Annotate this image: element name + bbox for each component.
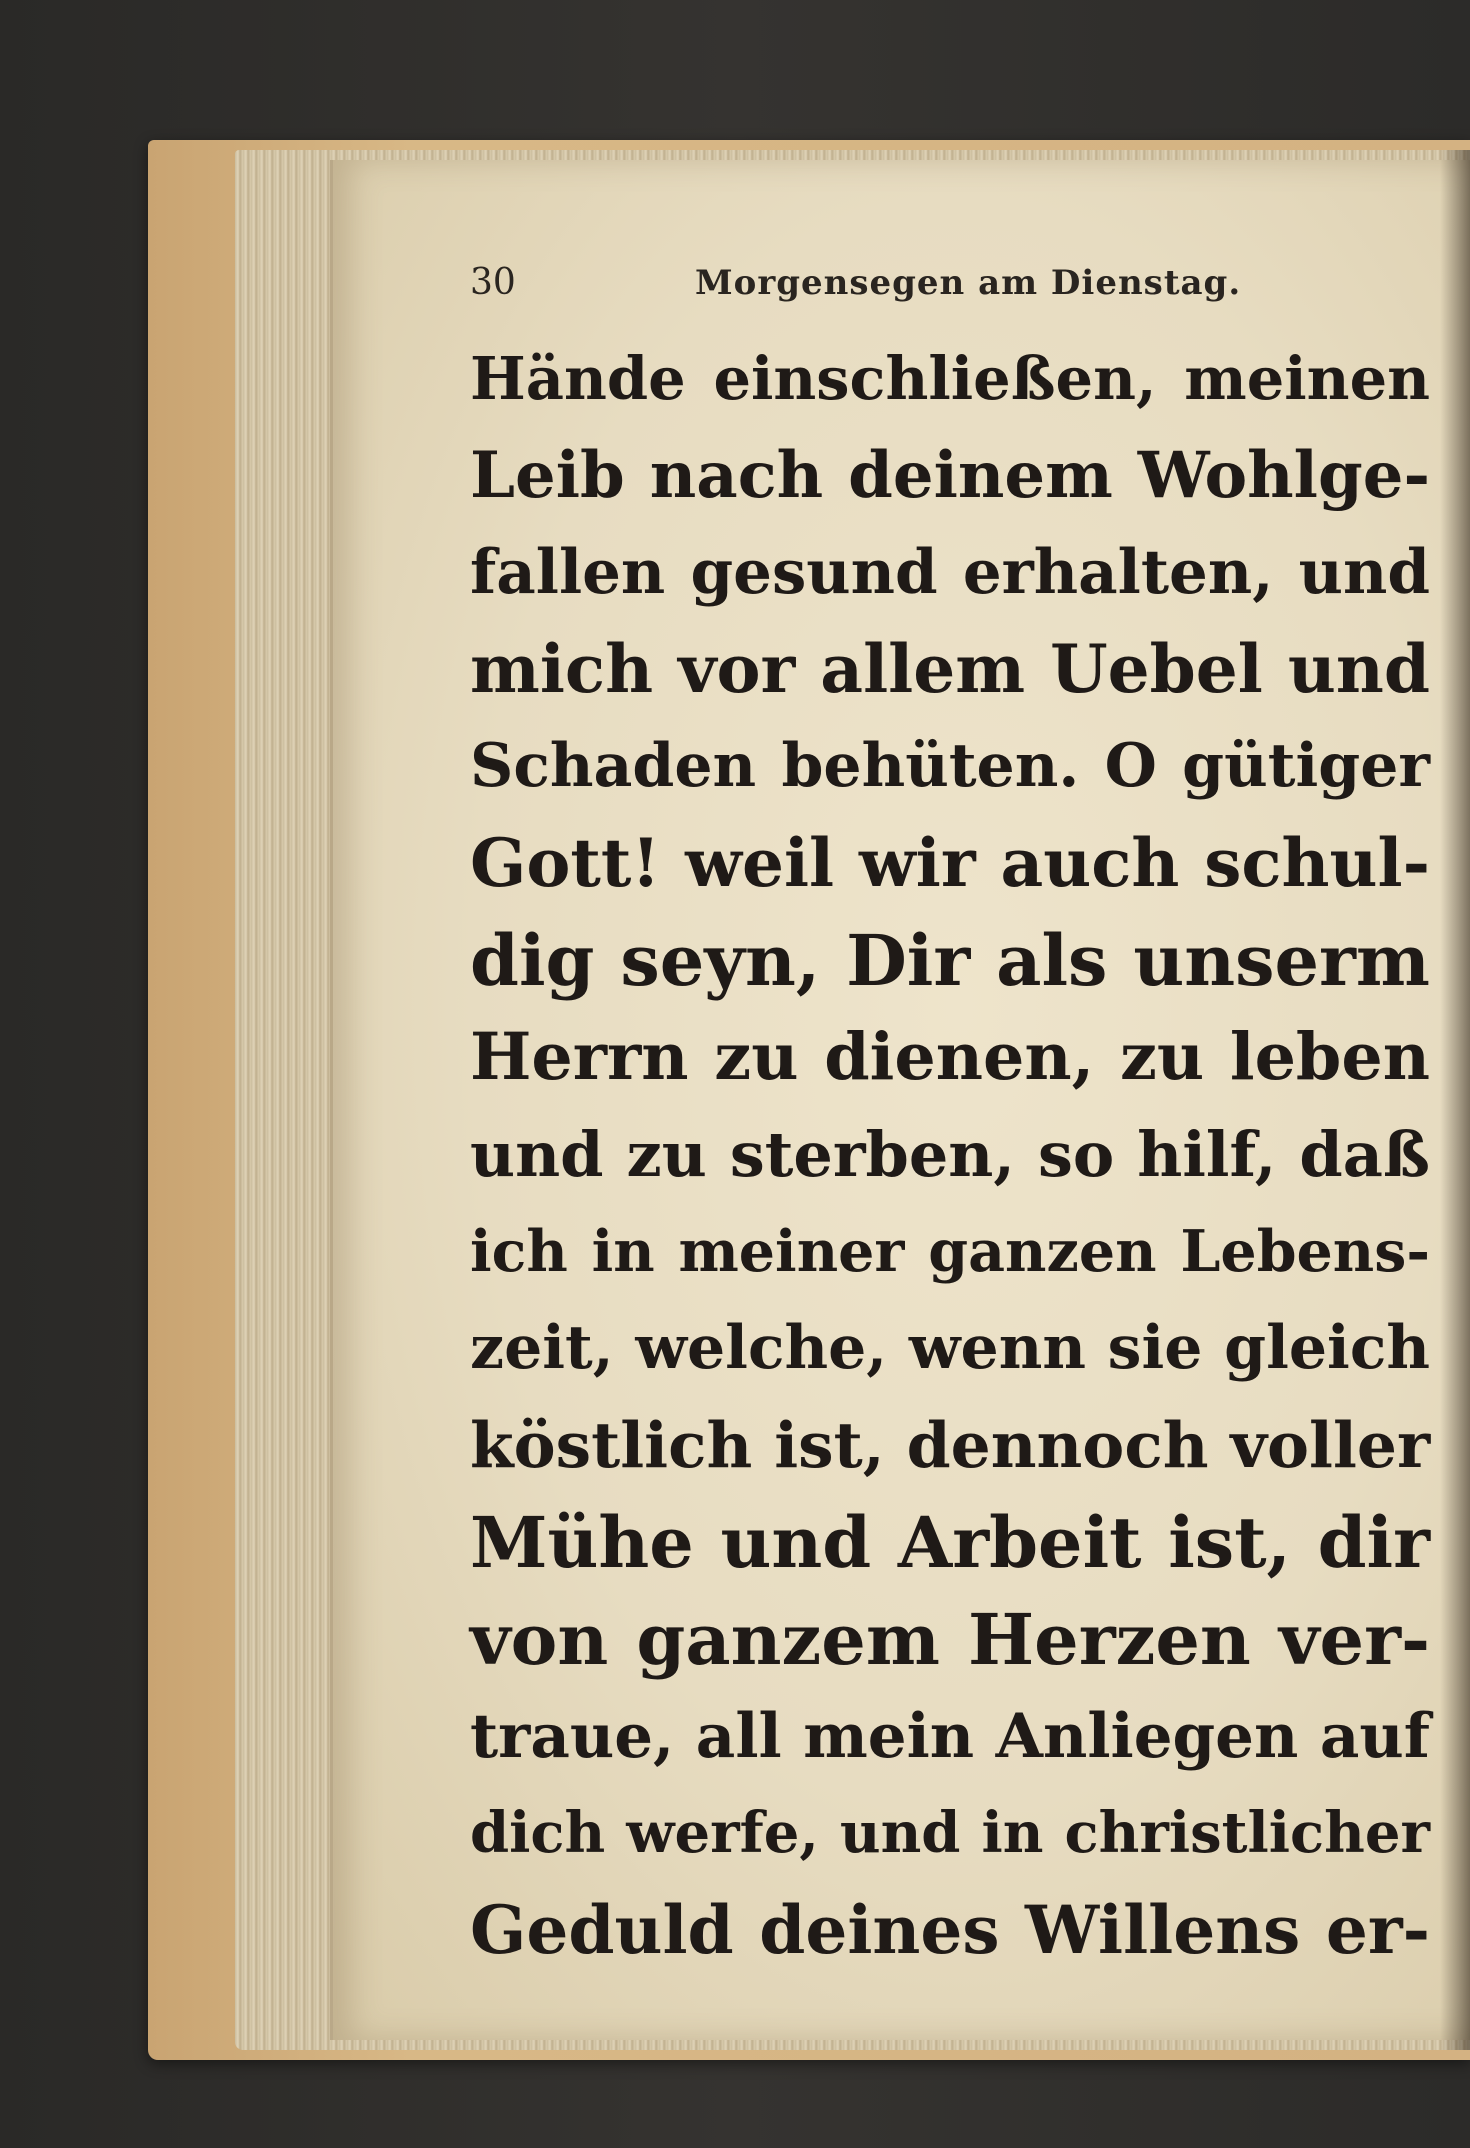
text-line: Geduld deines Willens er- [470, 1891, 1430, 1969]
text-line: Mühe und Arbeit ist, dir [470, 1501, 1430, 1584]
body-text [470, 330, 1430, 1979]
text-line: dich werfe, und in christlicher [470, 1800, 1430, 1866]
running-title: Morgensegen am Dienstag. [695, 263, 1242, 303]
text-line: Herrn zu dienen, zu leben [470, 1019, 1430, 1095]
text-line: zeit, welche, wenn sie gleich [470, 1313, 1430, 1383]
text-line: und zu sterben, so hilf, daß [470, 1118, 1430, 1191]
text-line: von ganzem Herzen ver- [470, 1598, 1430, 1681]
text-line: fallen gesund erhalten, und [470, 537, 1430, 608]
text-line: ich in meiner ganzen Lebens- [470, 1218, 1430, 1285]
gutter-shadow [1440, 150, 1470, 2050]
page-number: 30 [470, 262, 516, 303]
text-line: dig seyn, Dir als unserm [470, 919, 1430, 1002]
text-line: Leib nach deinem Wohlge- [470, 438, 1430, 513]
text-line: mich vor allem Uebel und [470, 630, 1430, 708]
text-line: traue, all mein Anliegen auf [470, 1701, 1430, 1772]
running-head [470, 258, 1250, 308]
text-line: köstlich ist, dennoch voller [470, 1408, 1431, 1482]
text-line: Hände einschließen, meinen [470, 344, 1430, 413]
text-line: Gott! weil wir auch schul- [470, 824, 1430, 902]
text-line: Schaden behüten. O gütiger [470, 731, 1430, 801]
